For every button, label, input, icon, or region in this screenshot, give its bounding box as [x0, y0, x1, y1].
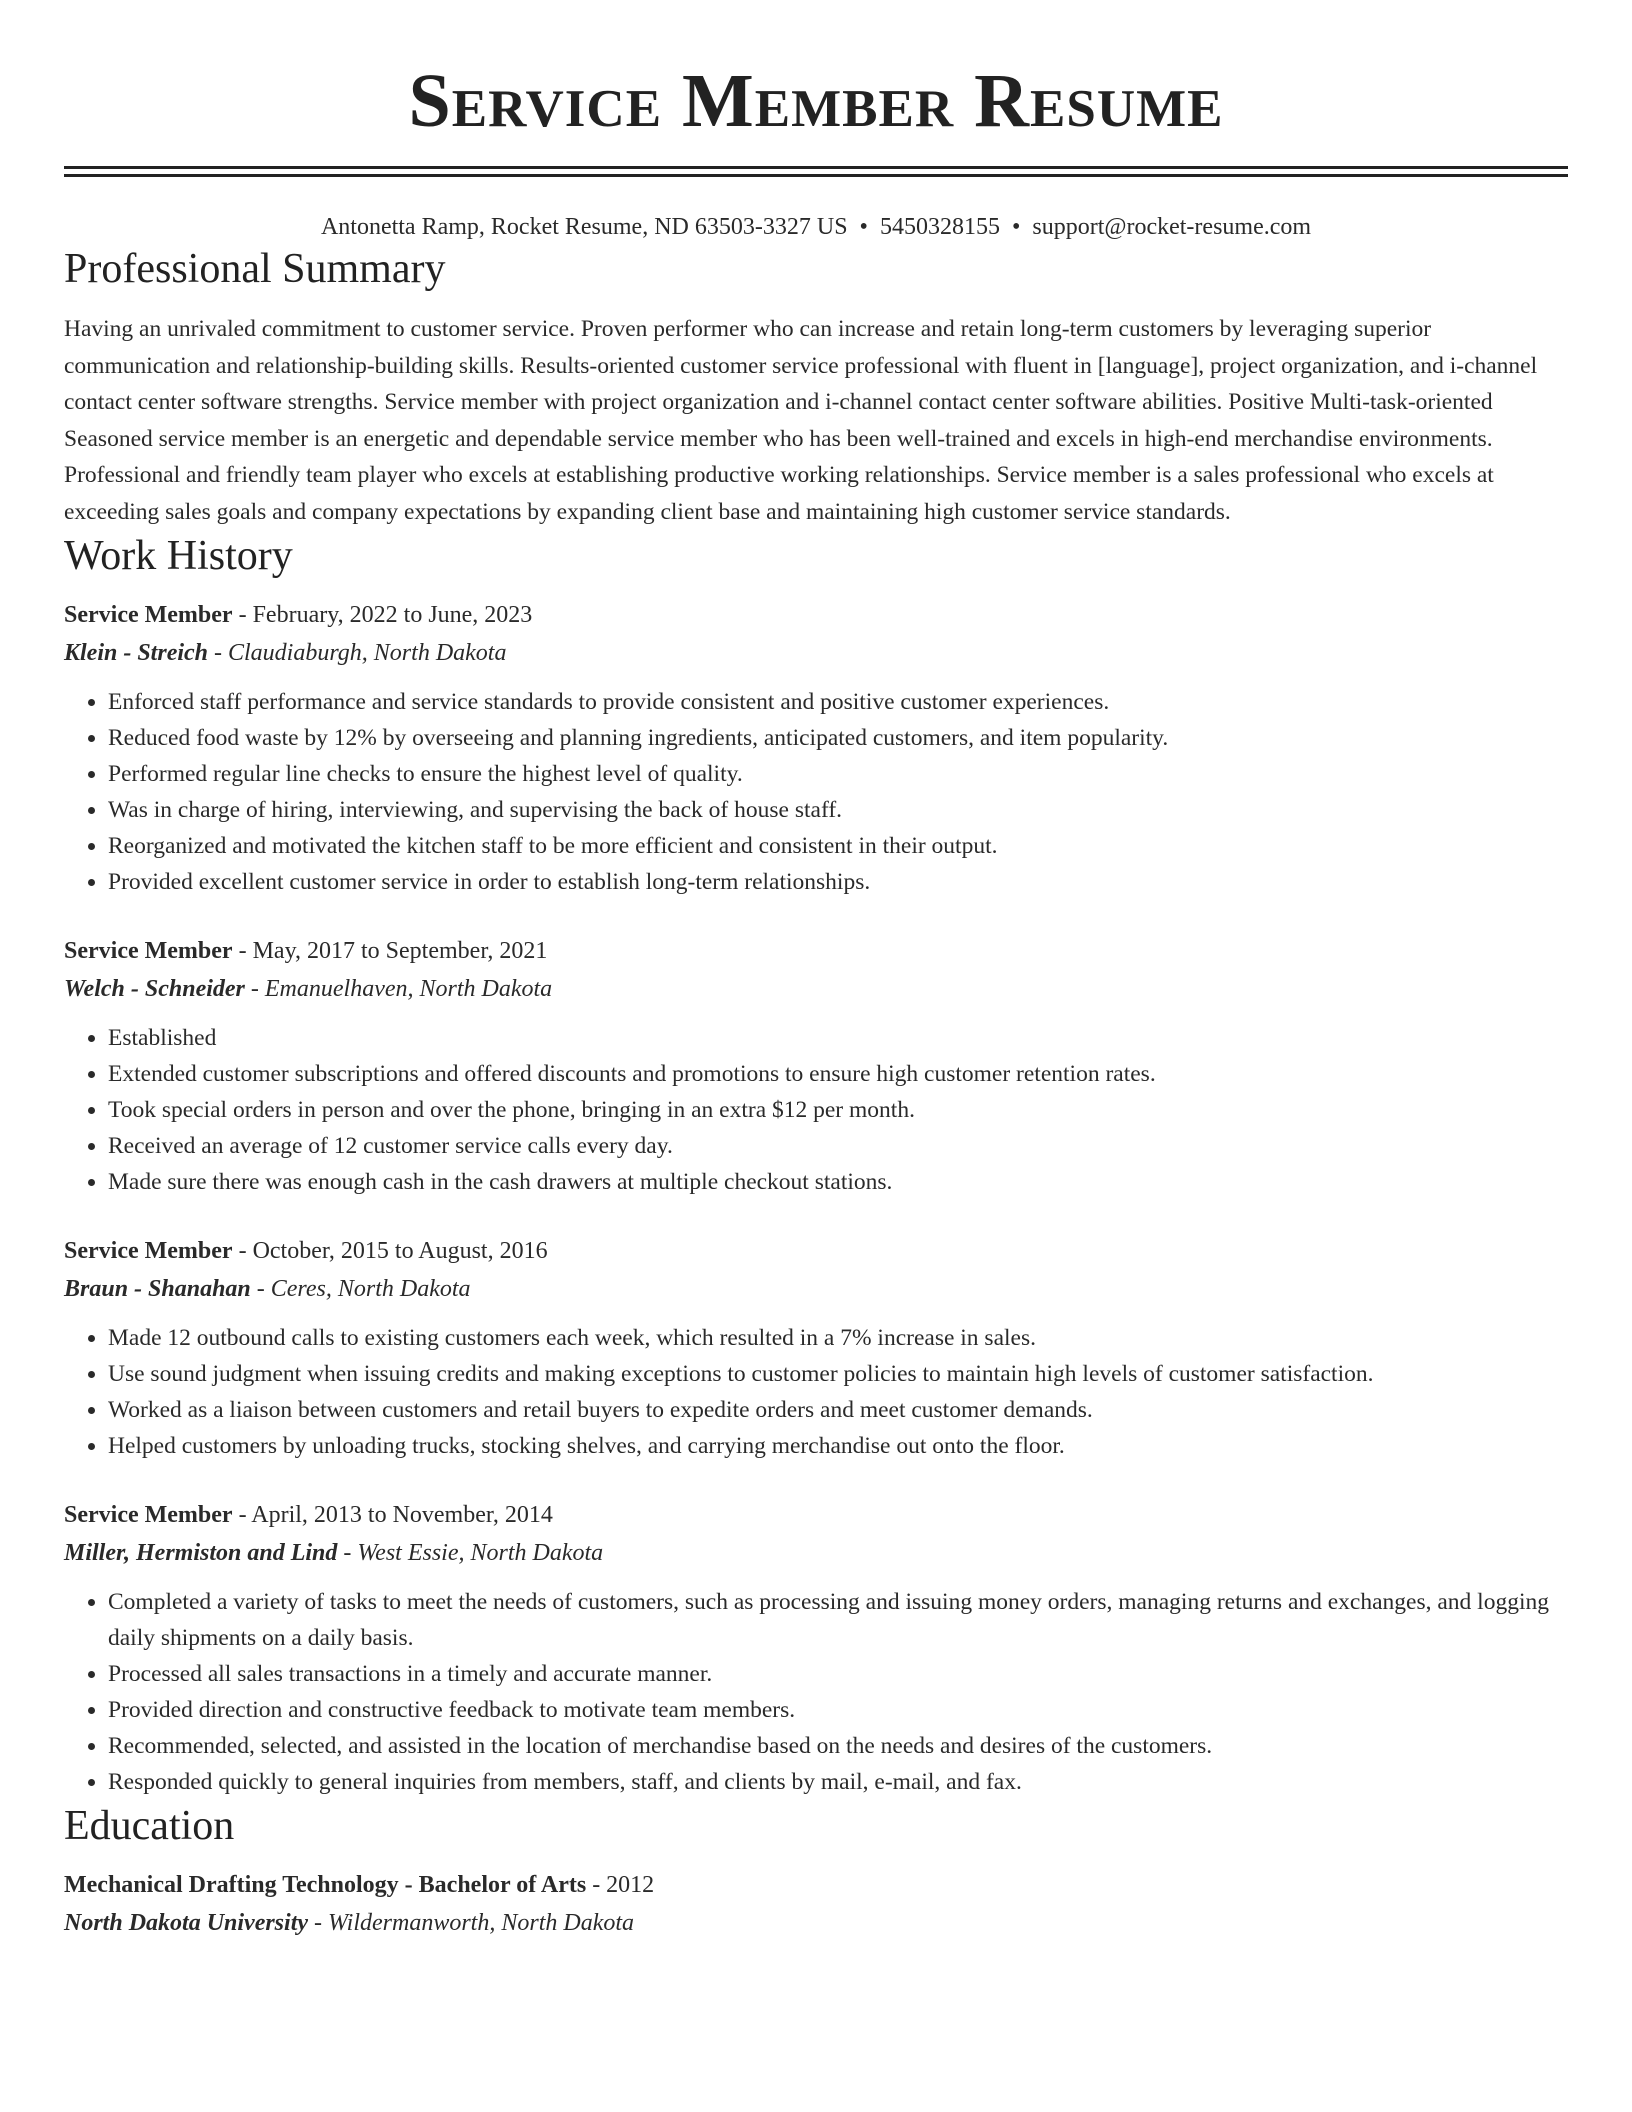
education-year: - 2012 — [586, 1872, 655, 1898]
job-bullets — [64, 684, 1568, 900]
job-bullet: • Took special orders in person and over the phone, bringing in an extra $12 per month. — [108, 1092, 1568, 1128]
job-bullet: • Made 12 outbound calls to existing customers each week, which resulted in a 7% increase in sales. — [108, 1320, 1568, 1356]
job-bullet: • Provided direction and constructive feedback to motivate team members. — [108, 1692, 1568, 1728]
job-dates: - April, 2013 to November, 2014 — [232, 1502, 553, 1528]
job-location: - Emanuelhaven, North Dakota — [244, 976, 553, 1002]
job-company: Miller, Hermiston and Lind — [64, 1540, 338, 1566]
job-entry — [64, 1232, 1568, 1464]
job-company-line — [64, 634, 1568, 672]
job-dates: - May, 2017 to September, 2021 — [232, 938, 548, 964]
job-entry — [64, 932, 1568, 1200]
job-title-line — [64, 1496, 1568, 1534]
education-school: North Dakota University — [64, 1910, 309, 1936]
job-title-line — [64, 596, 1568, 634]
job-bullets — [64, 1020, 1568, 1200]
contact-line — [64, 211, 1568, 243]
job-role: Service Member — [64, 938, 233, 964]
job-entry — [64, 596, 1568, 900]
job-entry — [64, 1496, 1568, 1800]
job-company-line — [64, 1270, 1568, 1308]
education-location: - Wildermanworth, North Dakota — [308, 1910, 635, 1936]
job-bullet: • Performed regular line checks to ensure the highest level of quality. — [108, 756, 1568, 792]
resume-title: Service Member Resume — [408, 59, 1224, 143]
job-role: Service Member — [64, 1502, 233, 1528]
job-bullet: • Use sound judgment when issuing credits and making exceptions to customer policies to maintain high levels of customer satisfaction. — [108, 1356, 1568, 1392]
job-company: Welch - Schneider — [64, 976, 245, 1002]
summary-text: Having an unrivaled commitment to customer service. Proven performer who can increase and retain long-term customers by leveraging superior communication and relationship-building skills. Results-oriented customer service professional with fluent in [language], project organization, and i-channel contact center software strengths. Service member with project organization and i-channel contact center software abilities. Positive Multi-task-oriented Seasoned service member is an energetic and dependable service member who has been well-trained and excels in high-end merchandise environments. Professional and friendly team player who excels at establishing productive working relationships. Service member is a sales professional who excels at exceeding sales goals and company expectations by expanding client base and maintaining high customer service standards. — [64, 316, 1538, 525]
job-bullet: • Made sure there was enough cash in the cash drawers at multiple checkout stations. — [108, 1164, 1568, 1200]
education-degree: Mechanical Drafting Technology - Bachelor of Arts — [64, 1872, 587, 1898]
job-bullet: • Provided excellent customer service in order to establish long-term relationships. — [108, 864, 1568, 900]
education-degree-line — [64, 1866, 1568, 1904]
work-history-heading: Work History — [64, 533, 293, 579]
education-heading: Education — [64, 1803, 235, 1849]
job-bullet: • Reduced food waste by 12% by overseeing and planning ingredients, anticipated customers, and item popularity. — [108, 720, 1568, 756]
summary-heading: Professional Summary — [64, 246, 446, 292]
job-role: Service Member — [64, 1238, 233, 1264]
job-bullet: • Helped customers by unloading trucks, stocking shelves, and carrying merchandise out onto the floor. — [108, 1428, 1568, 1464]
job-bullets — [64, 1584, 1568, 1800]
job-company: Klein - Streich — [64, 640, 209, 666]
job-bullet: • Worked as a liaison between customers and retail buyers to expedite orders and meet customer demands. — [108, 1392, 1568, 1428]
job-company-line — [64, 1534, 1568, 1572]
job-bullet: • Established — [108, 1020, 1568, 1056]
job-title-line — [64, 1232, 1568, 1270]
job-bullet: • Extended customer subscriptions and offered discounts and promotions to ensure high customer retention rates. — [108, 1056, 1568, 1092]
resume-page — [64, 0, 1568, 1942]
job-dates: - February, 2022 to June, 2023 — [232, 602, 533, 628]
education-school-line — [64, 1904, 1568, 1942]
job-role: Service Member — [64, 602, 233, 628]
job-title-line — [64, 932, 1568, 970]
job-location: - Ceres, North Dakota — [250, 1276, 471, 1302]
job-bullet: • Responded quickly to general inquiries from members, staff, and clients by mail, e-mail, and fax. — [108, 1764, 1568, 1800]
job-bullet: • Completed a variety of tasks to meet the needs of customers, such as processing and issuing money orders, managing returns and exchanges, and logging daily shipments on a daily basis. — [108, 1584, 1568, 1656]
job-bullet: • Enforced staff performance and service standards to provide consistent and positive customer experiences. — [108, 684, 1568, 720]
title-divider — [64, 166, 1568, 177]
job-company-line — [64, 970, 1568, 1008]
job-location: - Claudiaburgh, North Dakota — [208, 640, 507, 666]
job-bullet: • Received an average of 12 customer service calls every day. — [108, 1128, 1568, 1164]
contact-address: Antonetta Ramp, Rocket Resume, ND 63503-3327 US — [320, 214, 848, 240]
contact-separator: • — [1011, 214, 1021, 240]
job-bullet: • Reorganized and motivated the kitchen staff to be more efficient and consistent in their output. — [108, 828, 1568, 864]
job-dates: - October, 2015 to August, 2016 — [232, 1238, 548, 1264]
job-bullet: • Was in charge of hiring, interviewing, and supervising the back of house staff. — [108, 792, 1568, 828]
job-bullet: • Recommended, selected, and assisted in the location of merchandise based on the needs and desires of the customers. — [108, 1728, 1568, 1764]
job-bullet: • Processed all sales transactions in a timely and accurate manner. — [108, 1656, 1568, 1692]
job-bullets — [64, 1320, 1568, 1464]
contact-separator: • — [859, 214, 868, 240]
contact-phone: 5450328155 — [879, 214, 1000, 240]
education-entry — [64, 1866, 1568, 1942]
job-location: - West Essie, North Dakota — [337, 1540, 604, 1566]
job-company: Braun - Shanahan — [64, 1276, 251, 1302]
contact-email: support@rocket-resume.com — [1032, 214, 1312, 240]
